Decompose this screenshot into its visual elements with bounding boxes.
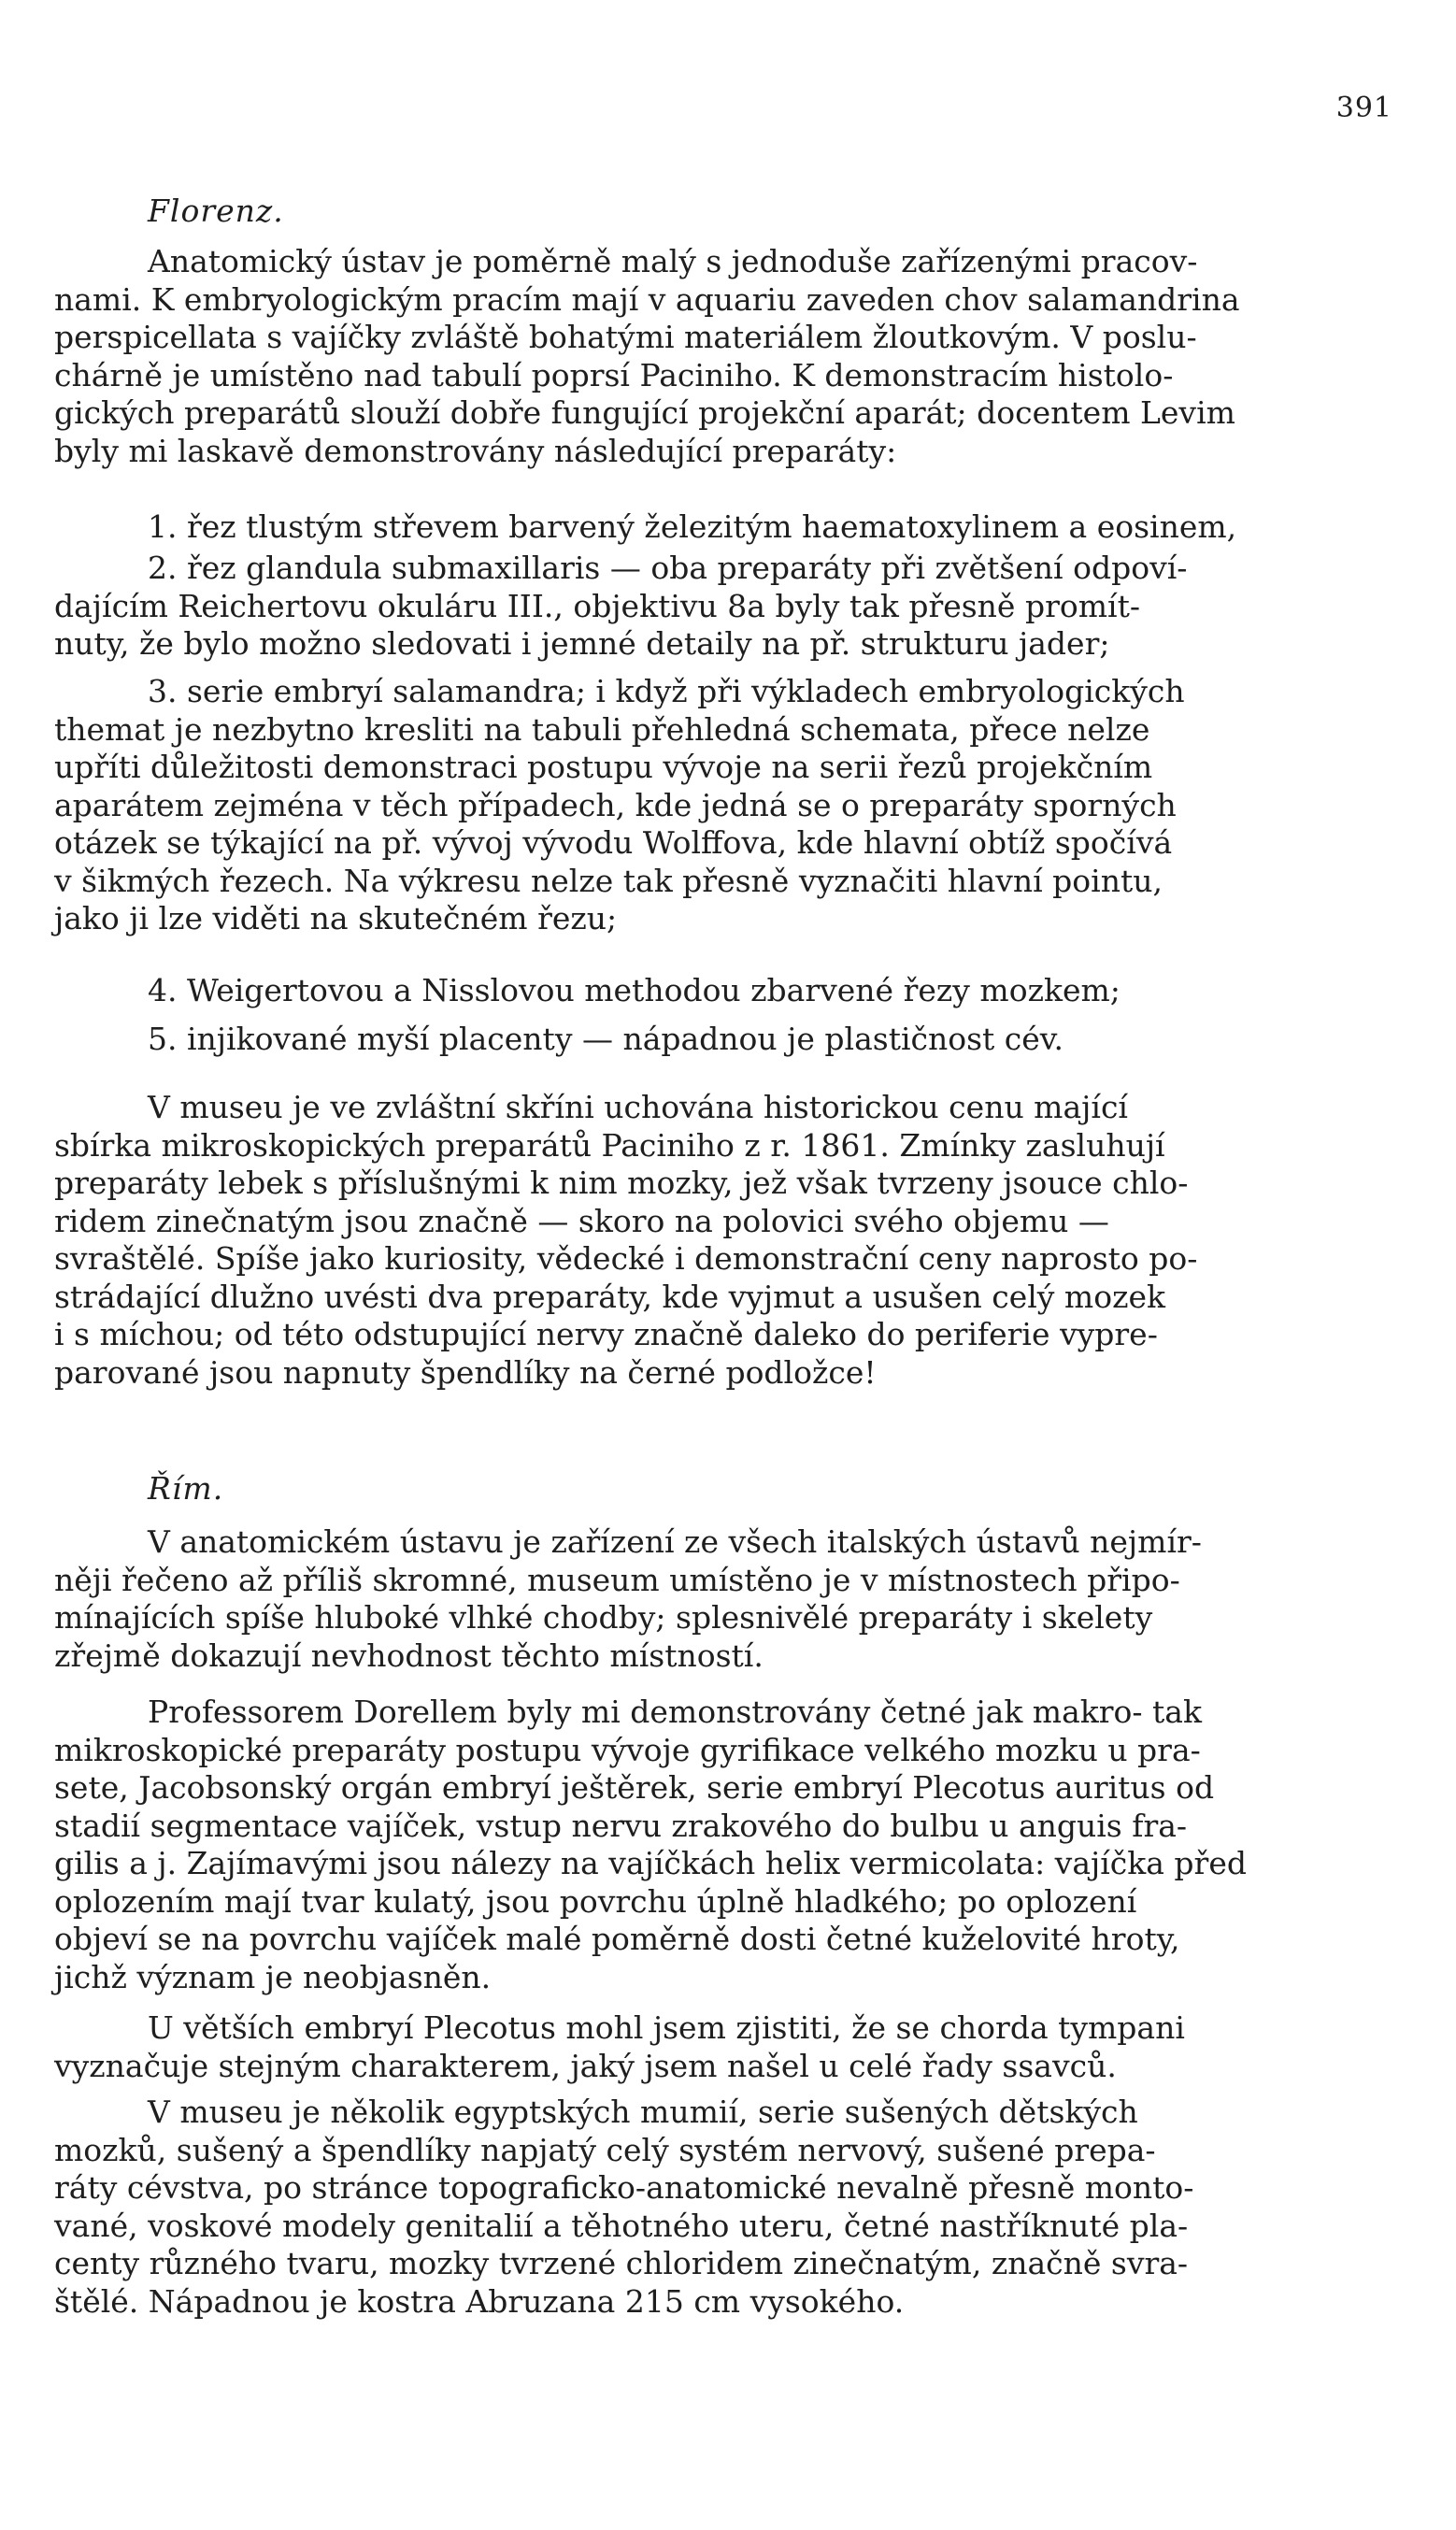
text-line: zřejmě dokazují nevhodnost těchto místností.	[54, 1637, 764, 1674]
text-line: 4. Weigertovou a Nisslovou methodou zbarvené řezy mozkem;	[148, 972, 1121, 1008]
paragraph-florenz-intro	[54, 243, 1400, 470]
text-line: oplozením mají tvar kulatý, jsou povrchu úplně hladkého; po oplození	[54, 1882, 1137, 1920]
text-line: byly mi laskavě demonstrovány následující preparáty:	[54, 432, 897, 469]
text-line: perspicellata s vajíčky zvláště bohatými materiálem žloutkovým. V poslu-	[54, 319, 1197, 355]
text-line: dajícím Reichertovu okuláru III., objektivu 8a byly tak přesně promít-	[54, 587, 1140, 624]
list-item	[148, 508, 1456, 547]
paragraph-rim-dorello	[54, 1694, 1400, 1996]
text-line: něji řečeno až příliš skromné, museum umístěno je v místnostech připo-	[54, 1561, 1180, 1598]
text-line: sete, Jacobsonský orgán embryí ještěrek, serie embryí Plecotus auritus od	[54, 1769, 1215, 1806]
text-line: ráty cévstva, po stránce topograficko-anatomické nevalně přesně monto-	[54, 2169, 1194, 2206]
text-line: V museu je několik egyptských mumií, serie sušených dětských	[148, 2094, 1138, 2130]
paragraph-rim-institute	[54, 1523, 1400, 1675]
text-line: Professorem Dorellem byly mi demonstrovány četné jak makro- tak	[148, 1694, 1202, 1730]
text-line: 3. serie embryí salamandra; i když při výkladech embryologických	[148, 673, 1185, 709]
page-number: 391	[1335, 92, 1392, 124]
text-line: jako ji lze viděti na skutečném řezu;	[54, 900, 618, 936]
list-item	[148, 972, 1456, 1010]
text-line: chárně je umístěno nad tabulí poprsí Paciniho. K demonstracím histolo-	[54, 356, 1174, 393]
list-item	[54, 673, 1400, 938]
text-line: themat je nezbytno kresliti na tabuli přehledná schemata, přece nelze	[54, 710, 1150, 748]
text-line: mínajících spíše hluboké vlhké chodby; splesnivělé preparáty i skelety	[54, 1599, 1153, 1636]
text-line: 2. řez glandula submaxillaris — oba preparáty při zvětšení odpoví-	[148, 550, 1188, 586]
text-line: objeví se na povrchu vajíček malé poměrně dosti četné kuželovité hroty,	[54, 1921, 1180, 1957]
text-line: svraštělé. Spíše jako kuriosity, vědecké i demonstrační ceny naprosto po-	[54, 1240, 1198, 1277]
text-line: gilis a j. Zajímavými jsou nálezy na vajíčkách helix vermicolata: vajíčka před	[54, 1845, 1247, 1881]
paragraph-rim-museum	[54, 2094, 1400, 2321]
text-line: mozků, sušený a špendlíky napjatý celý systém nervový, sušené prepa-	[54, 2131, 1156, 2168]
text-line: jichž význam je neobjasněn.	[54, 1958, 492, 1995]
section-title-rim: Řím.	[148, 1470, 224, 1507]
text-line: parované jsou napnuty špendlíky na černé podložce!	[54, 1353, 877, 1391]
text-line: vané, voskové modely genitalií a těhotného uteru, četné nastříknuté pla-	[54, 2207, 1189, 2244]
text-line: upříti důležitosti demonstraci postupu vývoje na serii řezů projekčním	[54, 749, 1153, 785]
text-line: preparáty lebek s příslušnými k nim mozky, jež však tvrzeny jsouce chlo-	[54, 1165, 1189, 1201]
paragraph-florenz-museum	[54, 1089, 1400, 1392]
text-line: 5. injikované myší placenty — nápadnou je plastičnost cév.	[148, 1021, 1064, 1057]
text-line: strádající dlužno uvésti dva preparáty, kde vyjmut a usušen celý mozek	[54, 1278, 1165, 1315]
text-line: sbírka mikroskopických preparátů Paciniho z r. 1861. Zmínky zasluhují	[54, 1126, 1165, 1164]
text-line: v šikmých řezech. Na výkresu nelze tak přesně vyznačiti hlavní pointu,	[54, 862, 1163, 899]
text-line: otázek se týkající na př. vývoj vývodu Wolffova, kde hlavní obtíž spočívá	[54, 824, 1173, 861]
text-line: Anatomický ústav je poměrně malý s jednoduše zařízenými pracov-	[148, 243, 1198, 279]
text-line: gických preparátů slouží dobře fungující projekční aparát; docentem Levim	[54, 394, 1235, 431]
text-line: V anatomickém ústavu je zařízení ze všech italských ústavů nejmír-	[148, 1523, 1202, 1560]
list-item	[148, 1021, 1456, 1059]
text-line: stadií segmentace vajíček, vstup nervu zrakového do bulbu u anguis fra-	[54, 1807, 1188, 1844]
text-line: U větších embryí Plecotus mohl jsem zjistiti, že se chorda tympani	[148, 2009, 1185, 2046]
text-line: V museu je ve zvláštní skříni uchována historickou cenu mající	[148, 1089, 1128, 1125]
text-line: nami. K embryologickým pracím mají v aquariu zaveden chov salamandrina	[54, 280, 1240, 318]
section-title-florenz: Florenz.	[148, 193, 284, 229]
text-line: štělé. Nápadnou je kostra Abruzana 215 cm vysokého.	[54, 2282, 905, 2320]
text-line: nuty, že bylo možno sledovati i jemné detaily na př. strukturu jader;	[54, 625, 1110, 662]
text-line: centy různého tvaru, mozky tvrzené chloridem zinečnatým, značně svra-	[54, 2245, 1189, 2281]
paragraph-rim-plecotus	[54, 2009, 1400, 2085]
list-item	[54, 550, 1400, 664]
text-line: i s míchou; od této odstupující nervy značně daleko do periferie vypre-	[54, 1316, 1158, 1352]
text-line: aparátem zejména v těch případech, kde jedná se o preparáty sporných	[54, 786, 1177, 823]
text-line: ridem zinečnatým jsou značně — skoro na polovici svého objemu —	[54, 1202, 1109, 1239]
text-line: 1. řez tlustým střevem barvený železitým haematoxylinem a eosinem,	[148, 508, 1237, 545]
text-line: mikroskopické preparáty postupu vývoje gyrifikace velkého mozku u pra-	[54, 1731, 1201, 1768]
text-line: vyznačuje stejným charakterem, jaký jsem našel u celé řady ssavců.	[54, 2047, 1117, 2084]
